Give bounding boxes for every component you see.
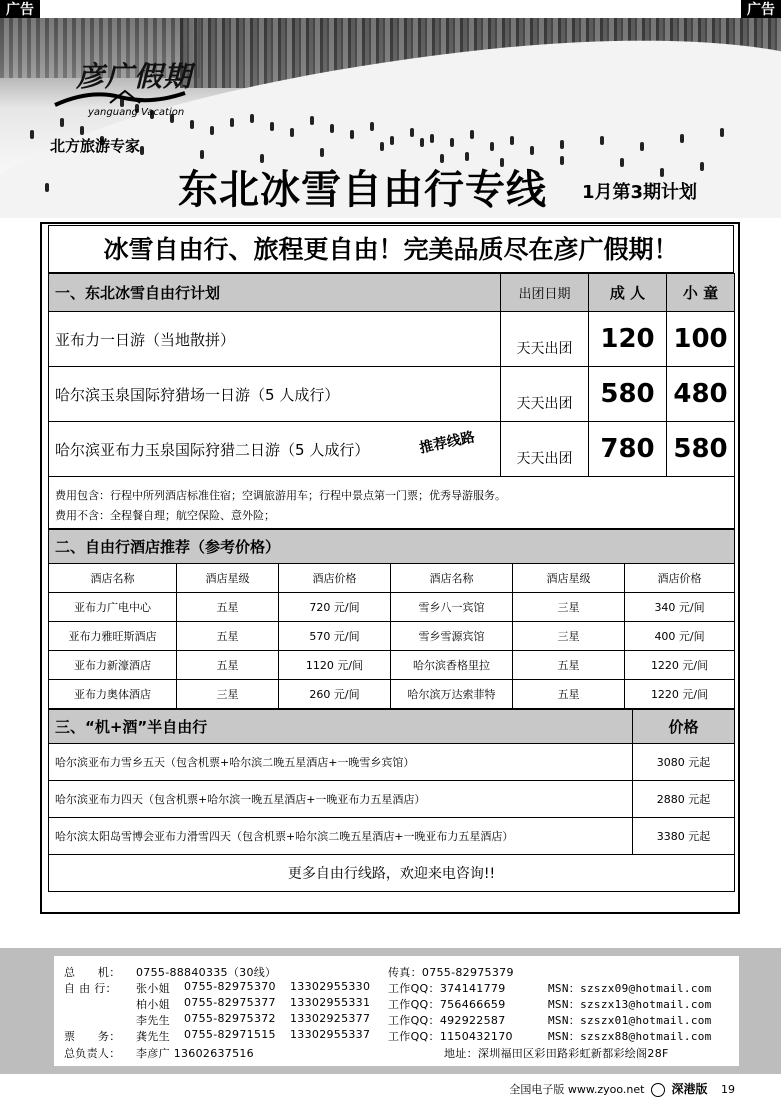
content-area: [48, 225, 734, 911]
skier-figure: [450, 138, 454, 147]
contact-msn: MSN：szszx09@hotmail.com: [548, 982, 712, 995]
route-child-price: 480: [667, 367, 735, 422]
contact-msn: MSN：szszx01@hotmail.com: [548, 1014, 712, 1027]
skier-figure: [320, 148, 324, 157]
skier-figure: [430, 134, 434, 143]
skier-figure: [680, 134, 684, 143]
package-price-header: 价格: [633, 710, 735, 744]
logo-swoosh-icon: [50, 87, 190, 109]
route-adult-price: 780: [589, 422, 667, 477]
skier-figure: [720, 128, 724, 137]
contact-mobile: 13302925377: [290, 1012, 371, 1025]
route-row: [49, 422, 735, 477]
fax: 传真：0755-82975379: [388, 966, 514, 979]
hotel-row: [49, 680, 735, 709]
section2-header: [49, 530, 735, 564]
col-date: 出团日期: [501, 274, 589, 312]
manager-label: 总负责人：: [64, 1047, 121, 1060]
route-date: 天天出团: [501, 312, 589, 367]
contact-phone: 0755-82975370: [184, 980, 276, 993]
hotel-cell: 雪乡八一宾馆: [391, 593, 513, 622]
contact-phone: 0755-82971515: [184, 1028, 276, 1041]
hotel-cell: 亚布力雅旺斯酒店: [49, 622, 177, 651]
section3-title: 三、“机+酒”半自由行: [49, 710, 633, 744]
route-name: 哈尔滨玉泉国际狩猎场一日游（5 人成行）: [49, 367, 501, 422]
hotel-cell: 340 元/间: [625, 593, 735, 622]
page-title: 东北冰雪自由行专线: [178, 167, 547, 213]
page-footer: [509, 1080, 735, 1097]
col-child: 小 童: [667, 274, 735, 312]
skier-figure: [140, 146, 144, 155]
hotel-cell: 亚布力奥体酒店: [49, 680, 177, 709]
package-row: [49, 744, 735, 781]
skier-figure: [560, 156, 564, 165]
site-url: 全国电子版 www.zyoo.net: [509, 1083, 645, 1096]
period-label: 1月第3期计划: [582, 182, 698, 203]
package-price: 3080 元起: [633, 744, 735, 781]
package-name: 哈尔滨太阳岛雪博会亚布力滑雪四天（包含机票+哈尔滨二晚五星酒店+一晚亚布力五星酒店）: [49, 818, 633, 855]
route-row: [49, 312, 735, 367]
slogan: 冰雪自由行、旅程更自由！完美品质尽在彦广假期！: [48, 225, 734, 273]
fee-includes: 费用包含：行程中所列酒店标准住宿；空调旅游用车；行程中景点第一门票；优秀导游服务。: [49, 477, 735, 503]
hotel-cell: 五星: [177, 651, 279, 680]
contact-mobile: 13302955331: [290, 996, 371, 1009]
hotel-table-body: [49, 593, 735, 709]
includes-row: [49, 477, 735, 503]
hotel-cell: 五星: [177, 593, 279, 622]
route-name: 亚布力一日游（当地散拼）: [49, 312, 501, 367]
logo-name: 彦广假期: [76, 60, 193, 93]
contact-msn: MSN：szszx88@hotmail.com: [548, 1030, 712, 1043]
route-row: [49, 367, 735, 422]
package-table-body: [49, 744, 735, 855]
skier-figure: [30, 130, 34, 139]
package-table: [48, 709, 735, 892]
hotel-col-header: 酒店星级: [513, 564, 625, 593]
skier-figure: [700, 162, 704, 171]
manager-value: 李彦广 13602637516: [136, 1047, 254, 1060]
route-date: 天天出团: [501, 367, 589, 422]
brand-logo: [40, 55, 200, 155]
hotel-col-header: 酒店名称: [391, 564, 513, 593]
route-child-price: 100: [667, 312, 735, 367]
skier-figure: [270, 122, 274, 131]
skier-figure: [370, 122, 374, 131]
skier-figure: [510, 136, 514, 145]
hotel-table: [48, 529, 735, 709]
logo-english: yanguang Vacation: [88, 107, 185, 118]
skier-figure: [290, 128, 294, 137]
hotel-cell: 400 元/间: [625, 622, 735, 651]
hotel-cell: 五星: [513, 651, 625, 680]
contact-msn: MSN：szszx13@hotmail.com: [548, 998, 712, 1011]
skier-figure: [530, 146, 534, 155]
contact-qq: 工作QQ：492922587: [388, 1014, 506, 1027]
skier-figure: [45, 183, 49, 192]
contact-qq: 工作QQ：374141779: [388, 982, 506, 995]
contact-name: 龚先生: [136, 1030, 170, 1043]
hotel-cell: 三星: [513, 622, 625, 651]
hotel-row: [49, 593, 735, 622]
skier-figure: [230, 118, 234, 127]
package-row: [49, 781, 735, 818]
contact-name: 柏小姐: [136, 998, 170, 1011]
skier-figure: [350, 130, 354, 139]
section1-title: 一、东北冰雪自由行计划: [49, 274, 501, 312]
skier-figure: [310, 116, 314, 125]
hotel-cell: 570 元/间: [279, 622, 391, 651]
package-price: 2880 元起: [633, 781, 735, 818]
contact-qq: 工作QQ：756466659: [388, 998, 506, 1011]
hotel-cell: 五星: [513, 680, 625, 709]
route-date: 天天出团: [501, 422, 589, 477]
hotel-cell: 亚布力广电中心: [49, 593, 177, 622]
route-name-cell: [49, 422, 501, 477]
route-adult-price: 120: [589, 312, 667, 367]
contact-box: [54, 956, 739, 1066]
route-child-price: 580: [667, 422, 735, 477]
hotel-cell: 三星: [177, 680, 279, 709]
skier-figure: [330, 124, 334, 133]
package-price: 3380 元起: [633, 818, 735, 855]
hotel-row: [49, 651, 735, 680]
section2-title: 二、自由行酒店推荐（参考价格）: [49, 530, 735, 564]
skier-figure: [490, 142, 494, 151]
hotel-table-header: [49, 564, 735, 593]
hotel-col-header: 酒店价格: [279, 564, 391, 593]
address: 地址：深圳福田区彩田路彩虹新都彩绘阁28F: [444, 1047, 669, 1060]
hotel-cell: 哈尔滨万达索菲特: [391, 680, 513, 709]
free-travel-label: 自 由 行：: [64, 982, 117, 995]
main-line-value: 0755-88840335（30线）: [136, 966, 277, 979]
hotel-cell: 雪乡雪源宾馆: [391, 622, 513, 651]
hotel-row: [49, 622, 735, 651]
contact-qq: 工作QQ：1150432170: [388, 1030, 513, 1043]
contact-mobile: 13302955337: [290, 1028, 371, 1041]
hotel-cell: 1220 元/间: [625, 680, 735, 709]
ad-label-right: 广告: [741, 0, 781, 20]
recommend-stamp: 推荐线路: [418, 429, 477, 457]
contact-name: 张小姐: [136, 982, 170, 995]
hotel-cell: 五星: [177, 622, 279, 651]
skier-figure: [420, 138, 424, 147]
section3-header: [49, 710, 735, 744]
hotel-cell: 1120 元/间: [279, 651, 391, 680]
package-name: 哈尔滨亚布力雪乡五天（包含机票+哈尔滨二晚五星酒店+一晚雪乡宾馆）: [49, 744, 633, 781]
skier-figure: [660, 168, 664, 177]
contact-name: 李先生: [136, 1014, 170, 1027]
route-table: [48, 273, 735, 529]
package-name: 哈尔滨亚布力四天（包含机票+哈尔滨一晚五星酒店+一晚亚布力五星酒店）: [49, 781, 633, 818]
excludes-row: [49, 503, 735, 529]
contact-phone: 0755-82975377: [184, 996, 276, 1009]
skier-figure: [250, 114, 254, 123]
skier-figure: [380, 142, 384, 151]
route-name: 哈尔滨亚布力玉泉国际狩猎二日游（5 人成行）: [55, 440, 370, 459]
skier-figure: [640, 142, 644, 151]
contact-phone: 0755-82975372: [184, 1012, 276, 1025]
skier-figure: [620, 158, 624, 167]
hotel-cell: 亚布力新濠酒店: [49, 651, 177, 680]
skier-figure: [560, 140, 564, 149]
main-line-label: 总 机：: [64, 966, 121, 979]
logo-subtitle: 北方旅游专家: [50, 137, 141, 155]
globe-icon: [651, 1083, 665, 1097]
skier-figure: [210, 126, 214, 135]
hotel-cell: 哈尔滨香格里拉: [391, 651, 513, 680]
hotel-cell: 三星: [513, 593, 625, 622]
contact-mobile: 13302955330: [290, 980, 371, 993]
skier-figure: [470, 130, 474, 139]
route-adult-price: 580: [589, 367, 667, 422]
more-routes-note: 更多自由行线路，欢迎来电咨询!!: [49, 855, 735, 892]
route-table-header: [49, 274, 735, 312]
ticket-label: 票 务：: [64, 1030, 121, 1043]
col-adult: 成 人: [589, 274, 667, 312]
fee-excludes: 费用不含：全程餐自理；航空保险、意外险；: [49, 503, 735, 529]
skier-figure: [410, 128, 414, 137]
hotel-cell: 1220 元/间: [625, 651, 735, 680]
edition: 深港版: [671, 1082, 708, 1096]
hotel-col-header: 酒店名称: [49, 564, 177, 593]
hotel-col-header: 酒店星级: [177, 564, 279, 593]
more-row: [49, 855, 735, 892]
skier-figure: [600, 136, 604, 145]
package-row: [49, 818, 735, 855]
page-number: 19: [721, 1083, 735, 1096]
ad-label-left: 广告: [0, 0, 40, 20]
hotel-col-header: 酒店价格: [625, 564, 735, 593]
hotel-cell: 260 元/间: [279, 680, 391, 709]
hotel-cell: 720 元/间: [279, 593, 391, 622]
skier-figure: [390, 136, 394, 145]
